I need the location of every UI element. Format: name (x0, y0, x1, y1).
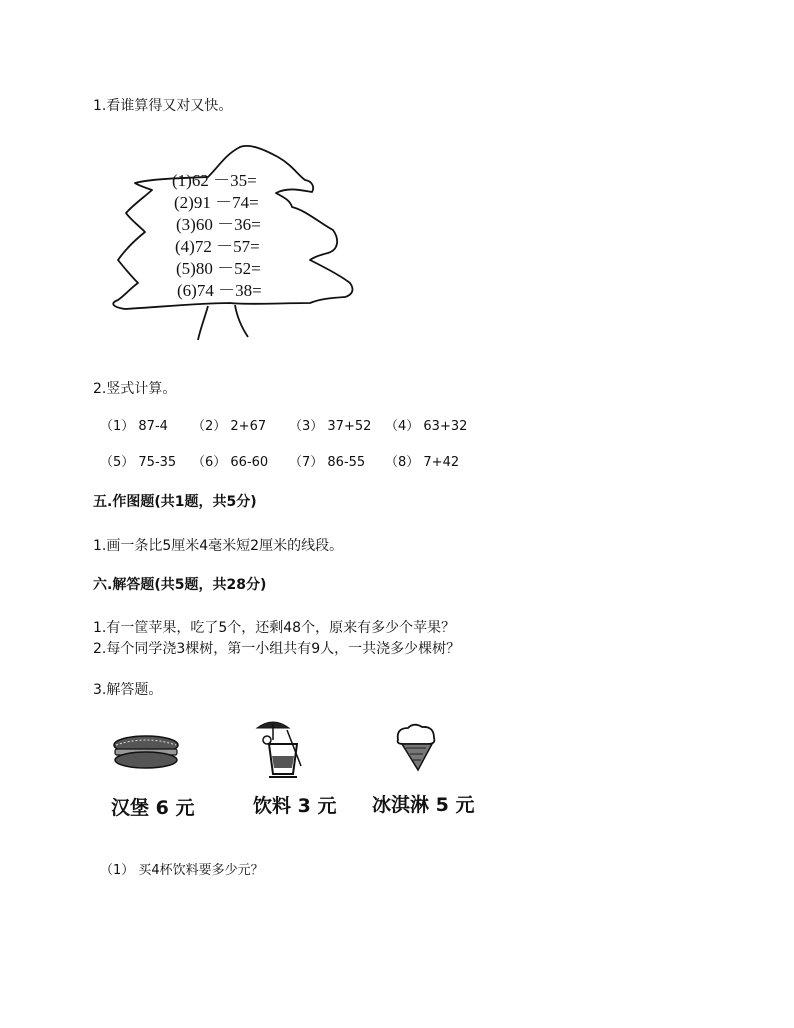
tree-eq-5: (5)80 －52= (176, 259, 261, 278)
vertical-calc-3: （3） 37+52 (289, 419, 372, 434)
price-label-drink: 饮料 3 元 (253, 795, 337, 817)
ice-cream-icon (392, 722, 442, 774)
section6-q3: 3.解答题。 (93, 682, 163, 698)
tree-eq-1: (1)62 －35= (172, 171, 257, 190)
price-label-hamburger: 汉堡 6 元 (111, 797, 195, 819)
vertical-calc-4: （4） 63+32 (385, 419, 468, 434)
vertical-calc-1: （1） 87-4 (100, 419, 168, 434)
vertical-calc-8: （8） 7+42 (385, 455, 460, 470)
section6-q1: 1.有一筐苹果，吃了5个，还剩48个，原来有多少个苹果？ (93, 620, 456, 636)
hamburger-icon (110, 733, 182, 773)
section6-title: 六.解答题(共5题，共28分) (93, 577, 267, 593)
drink-icon (255, 718, 315, 780)
tree-trunk-right (235, 305, 248, 337)
tree-eq-3: (3)60 －36= (176, 215, 261, 234)
tree-eq-6: (6)74 －38= (177, 281, 262, 300)
tree-eq-2: (2)91 －74= (174, 193, 259, 212)
vertical-calc-7: （7） 86-55 (289, 455, 366, 470)
section6-q2: 2.每个同学浇3棵树，第一小组共有9人，一共浇多少棵树？ (93, 641, 461, 657)
tree-trunk-left (198, 306, 208, 340)
tree-eq-4: (4)72 －57= (175, 237, 260, 256)
section6-q3-sub1: （1） 买4杯饮料要多少元？ (100, 863, 264, 878)
vertical-calc-6: （6） 66-60 (192, 455, 269, 470)
vertical-calc-5: （5） 75-35 (100, 455, 177, 470)
section5-title: 五.作图题(共1题，共5分) (93, 494, 257, 510)
vertical-calc-2: （2） 2+67 (192, 419, 267, 434)
section5-q1: 1.画一条比5厘米4毫米短2厘米的线段。 (93, 538, 344, 554)
q1-title: 1.看谁算得又对又快。 (93, 98, 233, 114)
q2-title: 2.竖式计算。 (93, 381, 177, 397)
price-label-ice-cream: 冰淇淋 5 元 (372, 794, 475, 816)
